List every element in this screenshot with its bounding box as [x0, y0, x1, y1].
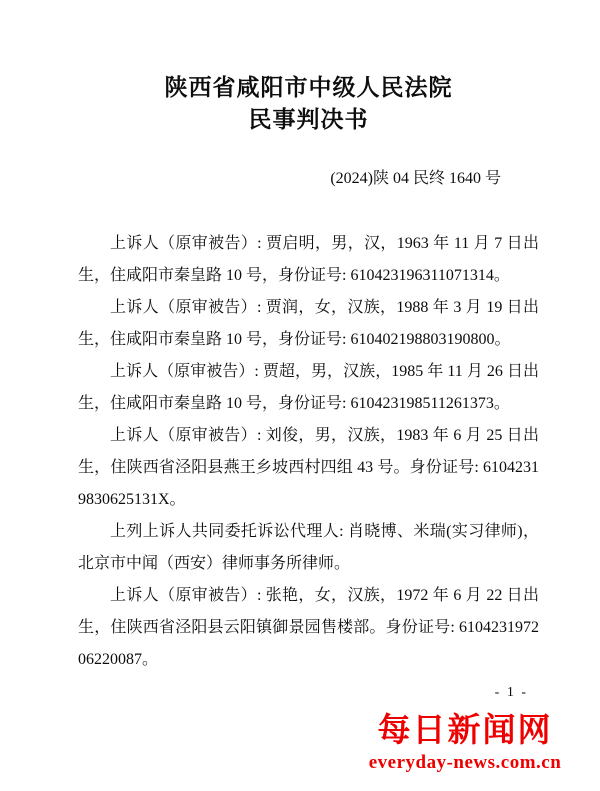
case-number: (2024)陕 04 民终 1640 号 [330, 170, 501, 187]
case-number-row [78, 167, 539, 191]
watermark-site-name: 每日新闻网 [377, 710, 553, 749]
appellant-paragraph-5: 上诉人（原审被告）: 张艳，女，汉族，1972 年 6 月 22 日出生，住陕西省泾阳县云阳镇御景园售楼部。身份证号: 610423197206220087。 [78, 587, 539, 668]
agents-paragraph: 上列上诉人共同委托诉讼代理人: 肖晓博、米瑞(实习律师)，北京市中闻（西安）律师事务所律师。 [78, 523, 539, 572]
appellant-paragraph-4: 上诉人（原审被告）: 刘俊，男，汉族，1983 年 6 月 25 日出生，住陕西省泾阳县燕王乡坡西村四组 43 号。身份证号: 61042319830625131X。 [78, 427, 539, 508]
document-title-block [78, 72, 539, 136]
watermark-site-url: everyday-news.com.cn [368, 752, 562, 773]
appellant-paragraph-2: 上诉人（原审被告）: 贾润，女，汉族，1988 年 3 月 19 日出生，住咸阳市秦皇路 10 号，身份证号: 610402198803190800。 [78, 299, 539, 348]
court-name: 陕西省咸阳市中级人民法院 [164, 75, 453, 100]
appellant-paragraph-3: 上诉人（原审被告）: 贾超，男，汉族，1985 年 11 月 26 日出生，住咸阳市秦皇路 10 号，身份证号: 610423198511261373。 [78, 363, 539, 412]
page-number: - 1 - [494, 685, 528, 700]
document-body [78, 228, 539, 676]
document-type: 民事判决书 [248, 107, 369, 132]
appellant-paragraph-1: 上诉人（原审被告）: 贾启明，男，汉，1963 年 11 月 7 日出生，住咸阳市秦皇路 10 号，身份证号: 610423196311071314。 [78, 235, 539, 284]
watermark [360, 708, 570, 774]
